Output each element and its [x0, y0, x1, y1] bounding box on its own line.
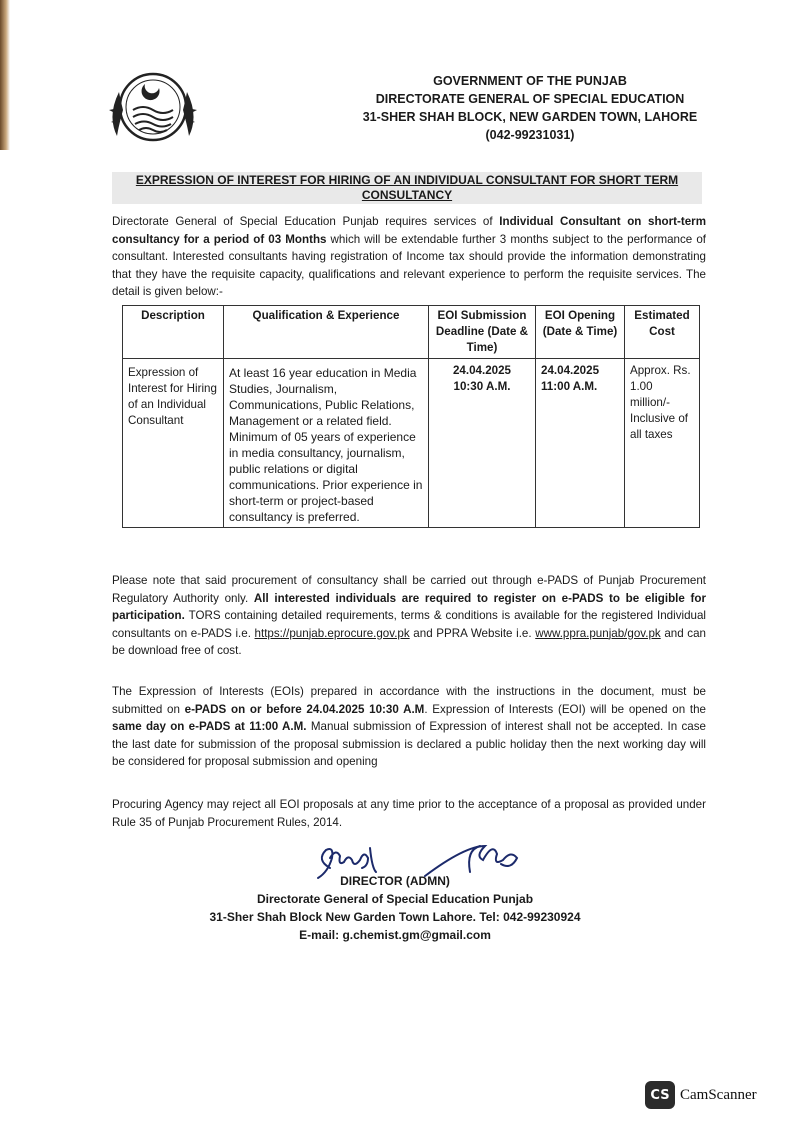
intro-text-2: which will be extendable further 3 months subject to the performance of consultant. Interested consultants having registration of Income tax should provide the information demonstrating that they have the requisite capacity, qualifications and relevant experience to perform the requisite services. The detail is given below:- [112, 232, 706, 298]
qualification-text: At least 16 year education in Media Studies, Journalism, Communications, Public Relations, Management or a related field. [229, 366, 417, 428]
camscanner-label: CamScanner [680, 1086, 757, 1103]
cell-estimated-cost: Approx. Rs. 1.00 million/- Inclusive of all taxes [625, 359, 700, 528]
signatory-email: E-mail: g.chemist.gm@gmail.com [299, 928, 491, 942]
punjab-government-emblem [103, 66, 203, 148]
submission-date: 24.04.2025 [452, 364, 512, 377]
cell-eoi-opening [536, 359, 625, 528]
para2-text-1: Please note that said procurement of consultancy shall be carried out through e-PADS of Punjab Procurement Regulatory Authority only. [112, 574, 706, 605]
eprocure-link[interactable]: https://punjab.eprocure.gov.pk [254, 626, 410, 640]
header-government: GOVERNMENT OF THE PUNJAB [433, 74, 627, 88]
notice-title: EXPRESSION OF INTEREST FOR HIRING OF AN INDIVIDUAL CONSULTANT FOR SHORT TERM CONSULTANCY [112, 172, 702, 204]
table-header-row [123, 306, 700, 359]
intro-text-1: Directorate General of Special Education Punjab requires services of [112, 215, 500, 228]
camscanner-watermark [645, 1081, 757, 1109]
header-address: 31-SHER SHAH BLOCK, NEW GARDEN TOWN, LAHORE [362, 110, 698, 124]
col-header-estimated-cost: Estimated Cost [625, 306, 700, 359]
submission-time: 10:30 A.M. [453, 380, 511, 393]
para3-bold-1: e-PADS on or before 24.04.2025 10:30 A.M [184, 702, 425, 716]
procurement-paragraph [112, 572, 706, 660]
cell-description: Expression of Interest for Hiring of an Individual Consultant [123, 359, 224, 528]
para2-text-2: TORS containing detailed requirements, terms & conditions is available for the registered Individual consultants on e-PADS i.e. [112, 609, 706, 640]
cell-qualification-experience [224, 359, 429, 528]
submission-paragraph [112, 683, 706, 771]
para2-text-3: and PPRA Website i.e. [409, 626, 536, 640]
col-header-description: Description [123, 306, 224, 359]
table-row [123, 359, 700, 528]
para3-text-2: . Expression of Interests (EOI) will be opened on the [424, 702, 706, 716]
header-directorate: DIRECTORATE GENERAL OF SPECIAL EDUCATION [375, 92, 685, 106]
col-header-submission-deadline: EOI Submission Deadline (Date & Time) [429, 306, 536, 359]
signatory-address: 31-Sher Shah Block New Garden Town Lahore. Tel: 042-99230924 [209, 910, 581, 924]
header-phone: (042-99231031) [485, 128, 575, 142]
ppra-link[interactable]: www.ppra.punjab/gov.pk [535, 626, 661, 640]
para3-text-1: The Expression of Interests (EOIs) prepared in accordance with the instructions in the document, must be submitted on [112, 685, 706, 716]
opening-time: 11:00 A.M. [541, 380, 598, 393]
para3-bold-2: same day on e-PADS at 11:00 A.M. [112, 720, 307, 733]
letterhead [300, 72, 760, 144]
opening-date: 24.04.2025 [541, 364, 600, 377]
col-header-qualification: Qualification & Experience [224, 306, 429, 359]
para2-text-4: and can be download free of cost. [112, 626, 706, 657]
para3-text-3: Manual submission of Expression of interest shall not be accepted. In case the last date for submission of the proposal submission is declared a public holiday then the next working day will be considered for proposal submission and opening [112, 720, 706, 768]
page-edge-shadow [0, 0, 10, 150]
camscanner-logo-icon: CS [645, 1081, 675, 1109]
intro-paragraph [112, 213, 706, 301]
cell-submission-deadline [429, 359, 536, 528]
col-header-eoi-opening: EOI Opening (Date & Time) [536, 306, 625, 359]
signatory-organization: Directorate General of Special Education Punjab [256, 892, 534, 906]
eoi-details-table [122, 305, 700, 528]
intro-bold-1: Individual Consultant on short-term consultancy for a period of 03 Months [112, 215, 707, 246]
experience-text: Minimum of 05 years of experience in media consultancy, journalism, public relations or digital communications. Prior experience in short-term or project-based consultancy is preferred. [229, 430, 423, 524]
para2-bold-1: All interested individuals are required to register on e-PADS to be eligible for participation. [112, 591, 706, 622]
rejection-paragraph: Procuring Agency may reject all EOI proposals at any time prior to the acceptance of a proposal as provided under Rule 35 of Punjab Procurement Rules, 2014. [112, 798, 706, 829]
signatory-designation: DIRECTOR (ADMN) [340, 874, 450, 888]
signature-block [200, 872, 590, 944]
